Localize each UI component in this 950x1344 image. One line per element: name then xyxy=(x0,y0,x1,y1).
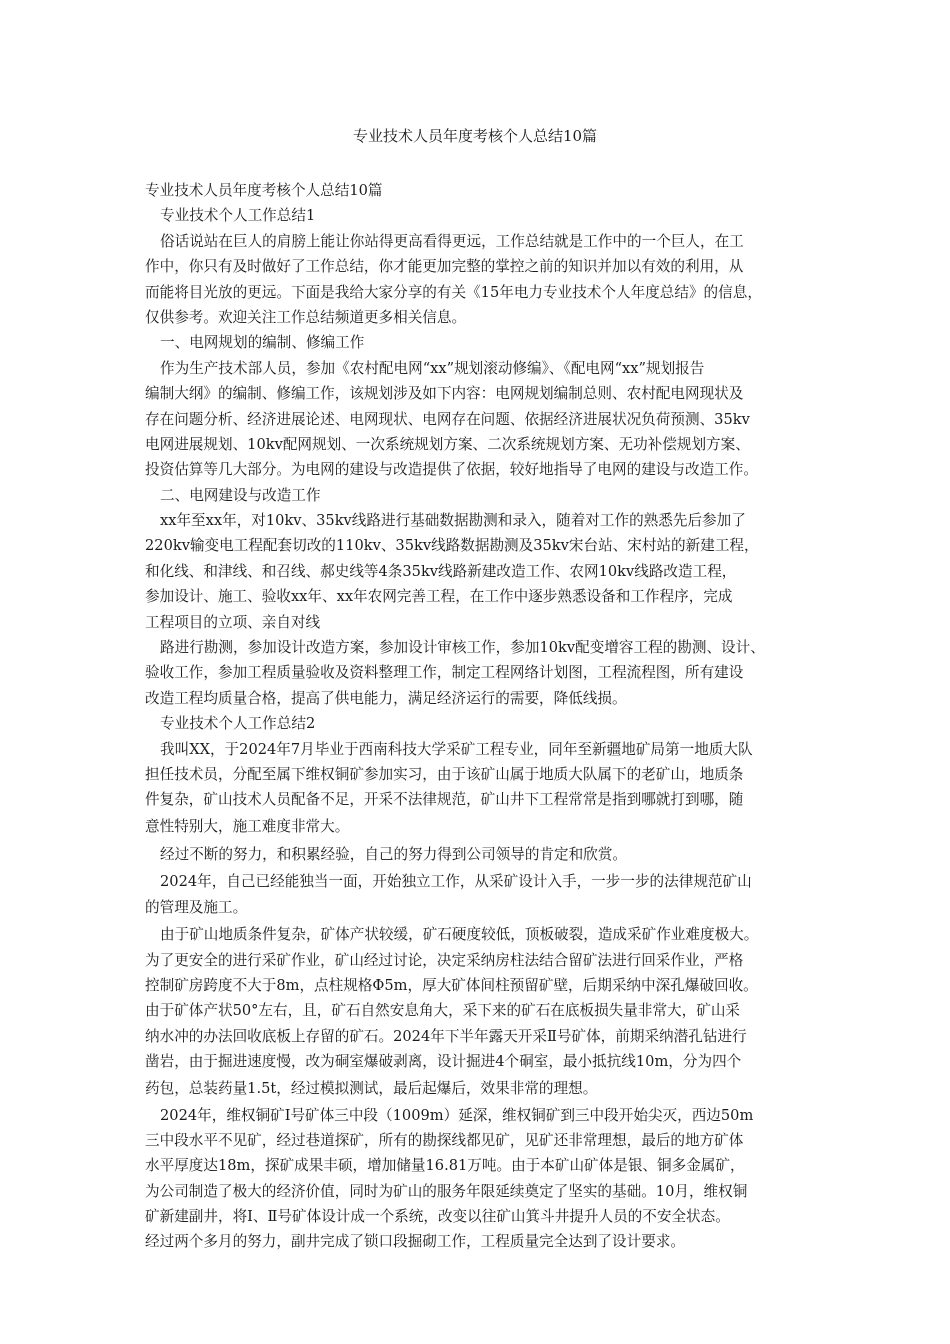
paragraph-line: 控制矿房跨度不大于8m，点柱规格Φ5m，厚大矿体间柱预留矿壁，后期采纳中深孔爆破回收。 xyxy=(145,976,758,994)
section-heading: 二、电网建设与改造工作 xyxy=(160,486,321,504)
paragraph-line: 投资估算等几大部分。为电网的建设与改造提供了依据，较好地指导了电网的建设与改造工作。 xyxy=(145,461,758,479)
paragraph-line: 的管理及施工。 xyxy=(145,899,248,917)
paragraph-line: 由于矿山地质条件复杂，矿体产状较缓，矿石硬度较低，顶板破裂，造成采矿作业难度极大。 xyxy=(160,926,759,944)
paragraph-line: 和化线、和津线、和召线、郝史线等4条35kv线路新建改造工作、农网10kv线路改造工程， xyxy=(145,562,737,580)
paragraph-line: 药包，总装药量1.5t，经过模拟测试，最后起爆后，效果非常的理想。 xyxy=(145,1079,598,1097)
paragraph-line: 件复杂，矿山技术人员配备不足，开采不法律规范，矿山井下工程常常是指到哪就打到哪，随 xyxy=(145,791,744,809)
paragraph-line: 路进行勘测，参加设计改造方案，参加设计审核工作，参加10kv配变增容工程的勘测、设计、 xyxy=(160,639,765,657)
paragraph-line: 而能将目光放的更远。下面是我给大家分享的有关《15年电力专业技术个人年度总结》的信息， xyxy=(145,283,762,301)
section-heading: 专业技术个人工作总结1 xyxy=(160,207,316,225)
paragraph-line: 意性特别大，施工难度非常大。 xyxy=(145,817,350,835)
paragraph-line: 存在问题分析、经济进展论述、电网现状、电网存在问题、依据经济进展状况负荷预测、35kv xyxy=(145,410,750,428)
section-heading: 一、电网规划的编制、修编工作 xyxy=(160,334,365,352)
paragraph-line: 水平厚度达18m，探矿成果丰硕，增加储量16.81万吨。由于本矿山矿体是银、铜多金属矿， xyxy=(145,1157,745,1175)
paragraph-line: 220kv输变电工程配套切改的110kv、35kv线路数据勘测及35kv宋台站、宋村站的新建工程， xyxy=(145,537,759,555)
paragraph-line: 为了更安全的进行采矿作业，矿山经过讨论，决定采纳房柱法结合留矿法进行回采作业，严格 xyxy=(145,951,744,969)
paragraph-line: 参加设计、施工、验收xx年、xx年农网完善工程，在工作中逐步熟悉设备和工作程序，完成 xyxy=(145,588,733,606)
paragraph-line: xx年至xx年，对10kv、35kv线路进行基础数据勘测和录入，随着对工作的熟悉先后参加了 xyxy=(160,512,746,530)
paragraph-line: 工程项目的立项、亲自对线 xyxy=(145,613,321,631)
paragraph-line: 担任技术员，分配至属下维权铜矿参加实习，由于该矿山属于地质大队属下的老矿山，地质条 xyxy=(145,765,744,783)
document-body xyxy=(145,178,813,1255)
paragraph-line: 三中段水平不见矿，经过巷道探矿，所有的勘探线都见矿，见矿还非常理想，最后的地方矿体 xyxy=(145,1131,744,1149)
body-heading: 专业技术人员年度考核个人总结10篇 xyxy=(145,182,383,199)
paragraph-line: 编制大纲》的编制、修编工作，该规划涉及如下内容：电网规划编制总则、农村配电网现状及 xyxy=(145,385,744,403)
paragraph-line: 纳水冲的办法回收底板上存留的矿石。2024年下半年露天开采Ⅱ号矿体，前期采纳潜孔钻进行 xyxy=(145,1027,747,1045)
paragraph-line: 仅供参考。欢迎关注工作总结频道更多相关信息。 xyxy=(145,308,467,326)
paragraph-line: 电网进展规划、10kv配网规划、一次系统规划方案、二次系统规划方案、无功补偿规划方案、 xyxy=(145,435,750,453)
paragraph-line: 作为生产技术部人员，参加《农村配电网“xx”规划滚动修编》、《配电网“xx”规划报告 xyxy=(160,359,705,377)
paragraph-line: 我叫XX，于2024年7月毕业于西南科技大学采矿工程专业，同年至新疆地矿局第一地质大队 xyxy=(160,740,753,758)
paragraph-line: 由于矿体产状50°左右，且，矿石自然安息角大，采下来的矿石在底板损失量非常大，矿山采 xyxy=(145,1002,741,1020)
paragraph-line: 改造工程均质量合格，提高了供电能力，满足经济运行的需要，降低线损。 xyxy=(145,689,627,707)
paragraph-line: 凿岩，由于掘进速度慢，改为硐室爆破剥离，设计掘进4个硐室，最小抵抗线10m，分为四个 xyxy=(145,1053,742,1071)
document-title: 专业技术人员年度考核个人总结10篇 xyxy=(352,127,598,145)
paragraph-line: 验收工作，参加工程质量验收及资料整理工作，制定工程网络计划图，工程流程图，所有建设 xyxy=(145,664,744,682)
paragraph-line: 经过不断的努力，和积累经验，自己的努力得到公司领导的肯定和欣赏。 xyxy=(160,845,628,863)
section-heading: 专业技术个人工作总结2 xyxy=(160,715,316,733)
paragraph-line: 2024年，自己已经能独当一面，开始独立工作，从采矿设计入手，一步一步的法律规范矿山 xyxy=(160,872,752,890)
paragraph-line: 为公司制造了极大的经济价值，同时为矿山的服务年限延续奠定了坚实的基础。10月，维权铜 xyxy=(145,1182,748,1200)
paragraph-line: 作中，你只有及时做好了工作总结，你才能更加完整的掌控之前的知识并加以有效的利用，从 xyxy=(145,258,744,276)
paragraph-line: 经过两个多月的努力，副井完成了锁口段掘砌工作，工程质量完全达到了设计要求。 xyxy=(145,1233,685,1251)
paragraph-line: 矿新建副井，将Ⅰ、Ⅱ号矿体设计成一个系统，改变以往矿山箕斗井提升人员的不安全状态。 xyxy=(145,1208,730,1226)
paragraph-line: 2024年，维权铜矿Ⅰ号矿体三中段（1009m）延深，维权铜矿到三中段开始尖灭，西边50m xyxy=(160,1106,754,1124)
paragraph-line: 俗话说站在巨人的肩膀上能让你站得更高看得更远，工作总结就是工作中的一个巨人，在工 xyxy=(160,232,744,250)
